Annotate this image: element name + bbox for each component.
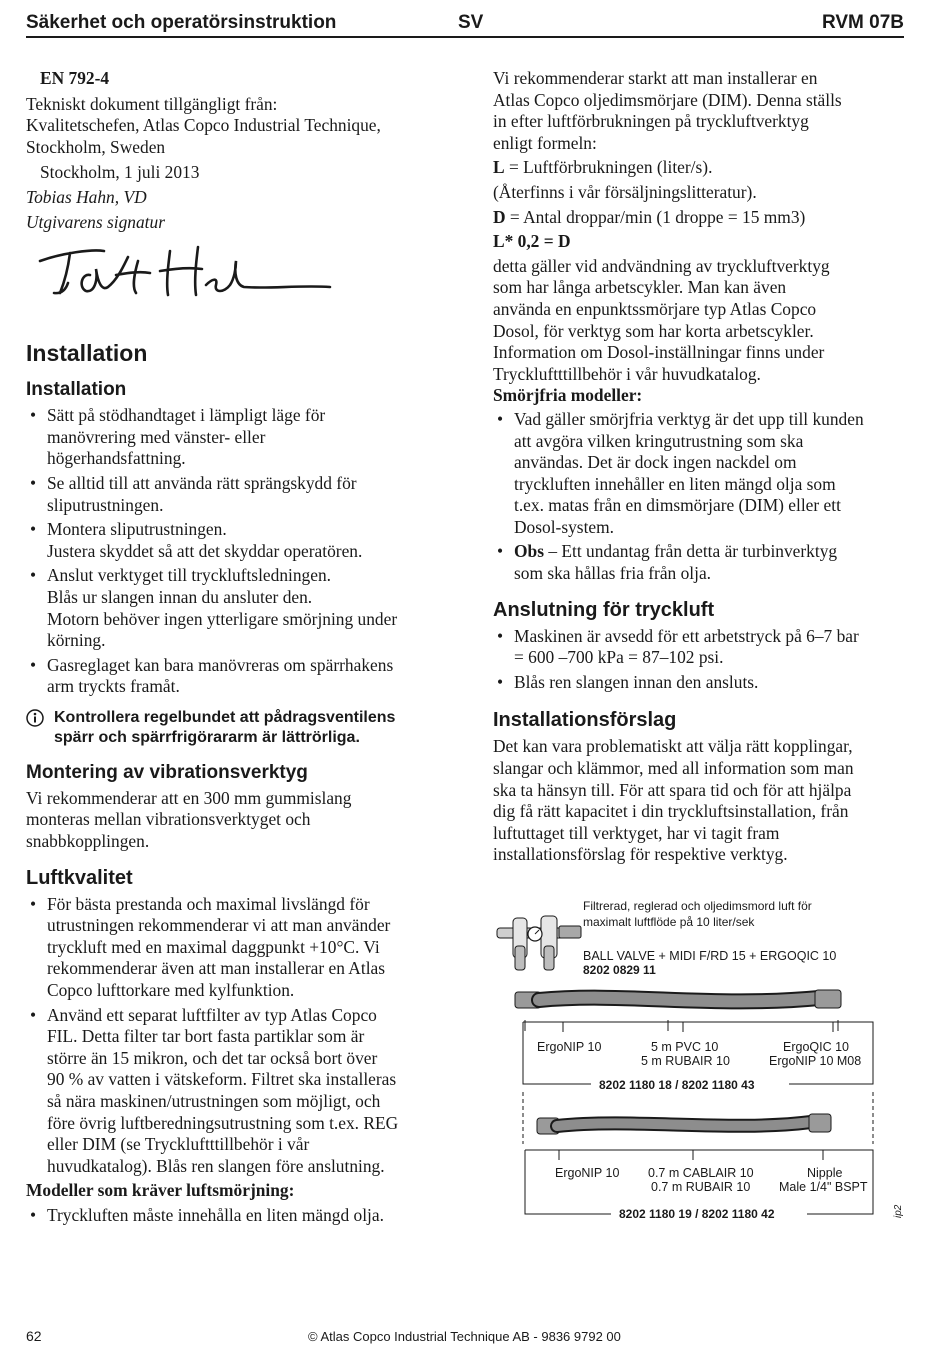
hose1-right-label-2: ErgoNIP 10 M08 — [769, 1054, 862, 1068]
page-header — [26, 8, 904, 38]
copyright: © Atlas Copco Industrial Technique AB - 9836 9792 00 — [308, 1329, 621, 1344]
list-item: • För bästa prestanda och maximal livslängd för utrustningen rekommenderar vi att man använder tryckluft med en maximal daggpunkt +10°C. Vi rekommenderar även att man installerar en Atlas Copco lufttorkare med kylfunktion. — [26, 894, 448, 1002]
ball-valve-number: 8202 0829 11 — [583, 963, 656, 977]
list-item: • Vad gäller smörjfria verktyg är det upp till kunden att avgöra vilken kringutrustning som ska användas. Det är dock ingen nackdel om tryckluften innehåller en liten mängd olja som t.ex. matas från en dimsmörjare (DIM) eller ett Dosol-system. — [493, 409, 911, 539]
installation-diagram — [493, 896, 911, 1226]
info-note — [26, 708, 448, 748]
list-item: • Montera sliputrustningen. Justera skyddet så att det skyddar operatören. — [26, 519, 448, 562]
connection-list — [493, 626, 911, 694]
header-model: RVM 07B — [821, 12, 904, 33]
vibration-text: Vi rekommenderar att en 300 mm gummislang monteras mellan vibrationsverktyget och snabbkopplingen. — [26, 787, 352, 852]
installation-subheading: Installation — [26, 379, 127, 401]
signer-name: Tobias Hahn, VD — [26, 186, 147, 207]
hose1-mid-label-1: 5 m PVC 10 — [651, 1040, 719, 1054]
hose2-right-label-2: Male 1/4" BSPT — [779, 1180, 868, 1194]
filter-caption-1: Filtrerad, reglerad och oljedimsmord luft för — [583, 899, 812, 913]
figure-code: ip2 — [893, 1204, 904, 1218]
tech-doc-label: Tekniskt dokument tillgängligt från: — [26, 93, 278, 114]
list-item: • Anslut verktyget till tryckluftsledningen. Blås ur slangen innan du ansluter den. Motorn behöver ingen ytterligare smörjning under körning. — [26, 565, 448, 651]
lubrication-list — [26, 1205, 448, 1227]
signature-label: Utgivarens signatur — [26, 211, 165, 232]
list-item: • Tryckluften måste innehålla en liten mängd olja. — [26, 1205, 448, 1227]
connection-heading: Anslutning för tryckluft — [493, 598, 715, 621]
hose1-part-number: 8202 1180 18 / 8202 1180 43 — [599, 1078, 755, 1092]
dim-intro: Vi rekommenderar starkt att man installerar en Atlas Copco oljedimsmörjare (DIM). Denna ställs in efter luftförbrukningen på tryckluftverktyg enligt formeln: — [493, 68, 842, 153]
tech-doc-city: Stockholm, Sweden — [26, 136, 166, 157]
handwritten-signature — [32, 239, 448, 314]
hose2-right-label-1: Nipple — [807, 1166, 843, 1180]
standard: EN 792-4 — [40, 68, 110, 88]
air-quality-heading: Luftkvalitet — [26, 866, 133, 889]
hose1-left-label: ErgoNIP 10 — [537, 1040, 602, 1054]
left-column — [26, 68, 448, 1230]
lubrication-heading: Modeller som kräver luftsmörjning: — [26, 1180, 295, 1201]
list-item: • Maskinen är avsedd för ett arbetstryck på 6–7 bar = 600 –700 kPa = 87–102 psi. — [493, 626, 911, 669]
lubfree-list — [493, 409, 911, 585]
note-line: spärr och spärrfrigörararm är lättrörliga. — [54, 728, 360, 746]
formula-D: D = Antal droppar/min (1 droppe = 15 mm3) — [493, 206, 806, 227]
vibration-heading: Montering av vibrationsverktyg — [26, 761, 308, 783]
hose2-part-number: 8202 1180 19 / 8202 1180 42 — [619, 1207, 775, 1221]
info-icon — [26, 709, 44, 727]
list-item: • Använd ett separat luftfilter av typ Atlas Copco FIL. Detta filter tar bort fasta partiklar som är större än 15 mikron, och det tar också bort över 90 % av vatten i vätskeform. Filtret ska installeras så nära maskinen/utrustningen som möjligt, och före övrig luftberedningsutrustning som t.ex. REG eller DIM (se Tryckluftttillbehör i vår huvudkatalog). Blås ren slangen före anslutning. — [26, 1005, 448, 1178]
hose2-left-label: ErgoNIP 10 — [555, 1166, 620, 1180]
proposal-heading: Installationsförslag — [493, 709, 677, 732]
list-item: • Obs – Ett undantag från detta är turbinverktyg som ska hållas fria från olja. — [493, 541, 911, 584]
ball-valve-label: BALL VALVE + MIDI F/RD 15 + ERGOQIC 10 — [583, 949, 837, 963]
formula: L* 0,2 = D — [493, 231, 571, 252]
right-column — [493, 68, 911, 866]
declaration-date: Stockholm, 1 juli 2013 — [40, 162, 200, 183]
formula-explanation: detta gäller vid andvändning av tryckluftverktyg som har långa arbetscykler. Man kan även använda en enpunktssmörjare typ Atlas Copco Dosol, för verktyg som har korta arbetscykler. Information om Dosol-inställningar finns under Tryckluftttillbehör i vår huvudkatalog. — [493, 255, 830, 384]
list-item: • Blås ren slangen innan den ansluts. — [493, 672, 911, 694]
header-language: SV — [458, 12, 484, 33]
lubfree-heading: Smörjfria modeller: — [493, 385, 643, 406]
installation-list — [26, 405, 448, 698]
hose-1-icon — [515, 990, 841, 1008]
declaration — [26, 68, 448, 314]
tech-doc-contact: Kvalitetschefen, Atlas Copco Industrial Technique, — [26, 115, 381, 136]
filter-caption-2: maximalt luftflöde på 10 liter/sek — [583, 915, 755, 929]
page-number: 62 — [26, 1328, 42, 1344]
note-line: Kontrollera regelbundet att pådragsventilens — [54, 708, 396, 726]
hose2-mid-label-1: 0.7 m CABLAIR 10 — [648, 1166, 754, 1180]
hose1-right-label-1: ErgoQIC 10 — [783, 1040, 850, 1054]
formula-L: L = Luftförbrukningen (liter/s). — [493, 157, 713, 178]
list-item: • Gasreglaget kan bara manövreras om spärrhakens arm tryckts framåt. — [26, 655, 448, 698]
filter-regulator-icon — [497, 916, 581, 970]
hose-2-icon — [537, 1114, 831, 1134]
installation-heading: Installation — [26, 340, 148, 367]
hose1-mid-label-2: 5 m RUBAIR 10 — [641, 1054, 730, 1068]
proposal-text: Det kan vara problematiskt att välja rätt kopplingar, slangar och klämmor, med all information som man ska ta hänsyn till. För att spara tid och för att hjälpa dig få rätt kapacitet i din tryckluftsinstallation, från luftuttaget till verktyget, har vi tagit fram installationsförslag för respektive verktyg. — [493, 736, 854, 865]
list-item: • Sätt på stödhandtaget i lämpligt läge för manövrering med vänster- eller högerhandsfattning. — [26, 405, 448, 470]
hose2-mid-label-2: 0.7 m RUBAIR 10 — [651, 1180, 751, 1194]
header-title: Säkerhet och operatörsinstruktion — [26, 12, 337, 33]
air-quality-list — [26, 894, 448, 1178]
formula-L-note: (Återfinns i vår försäljningslitteratur). — [493, 181, 757, 202]
list-item: • Se alltid till att använda rätt sprängskydd för sliputrustningen. — [26, 473, 448, 516]
